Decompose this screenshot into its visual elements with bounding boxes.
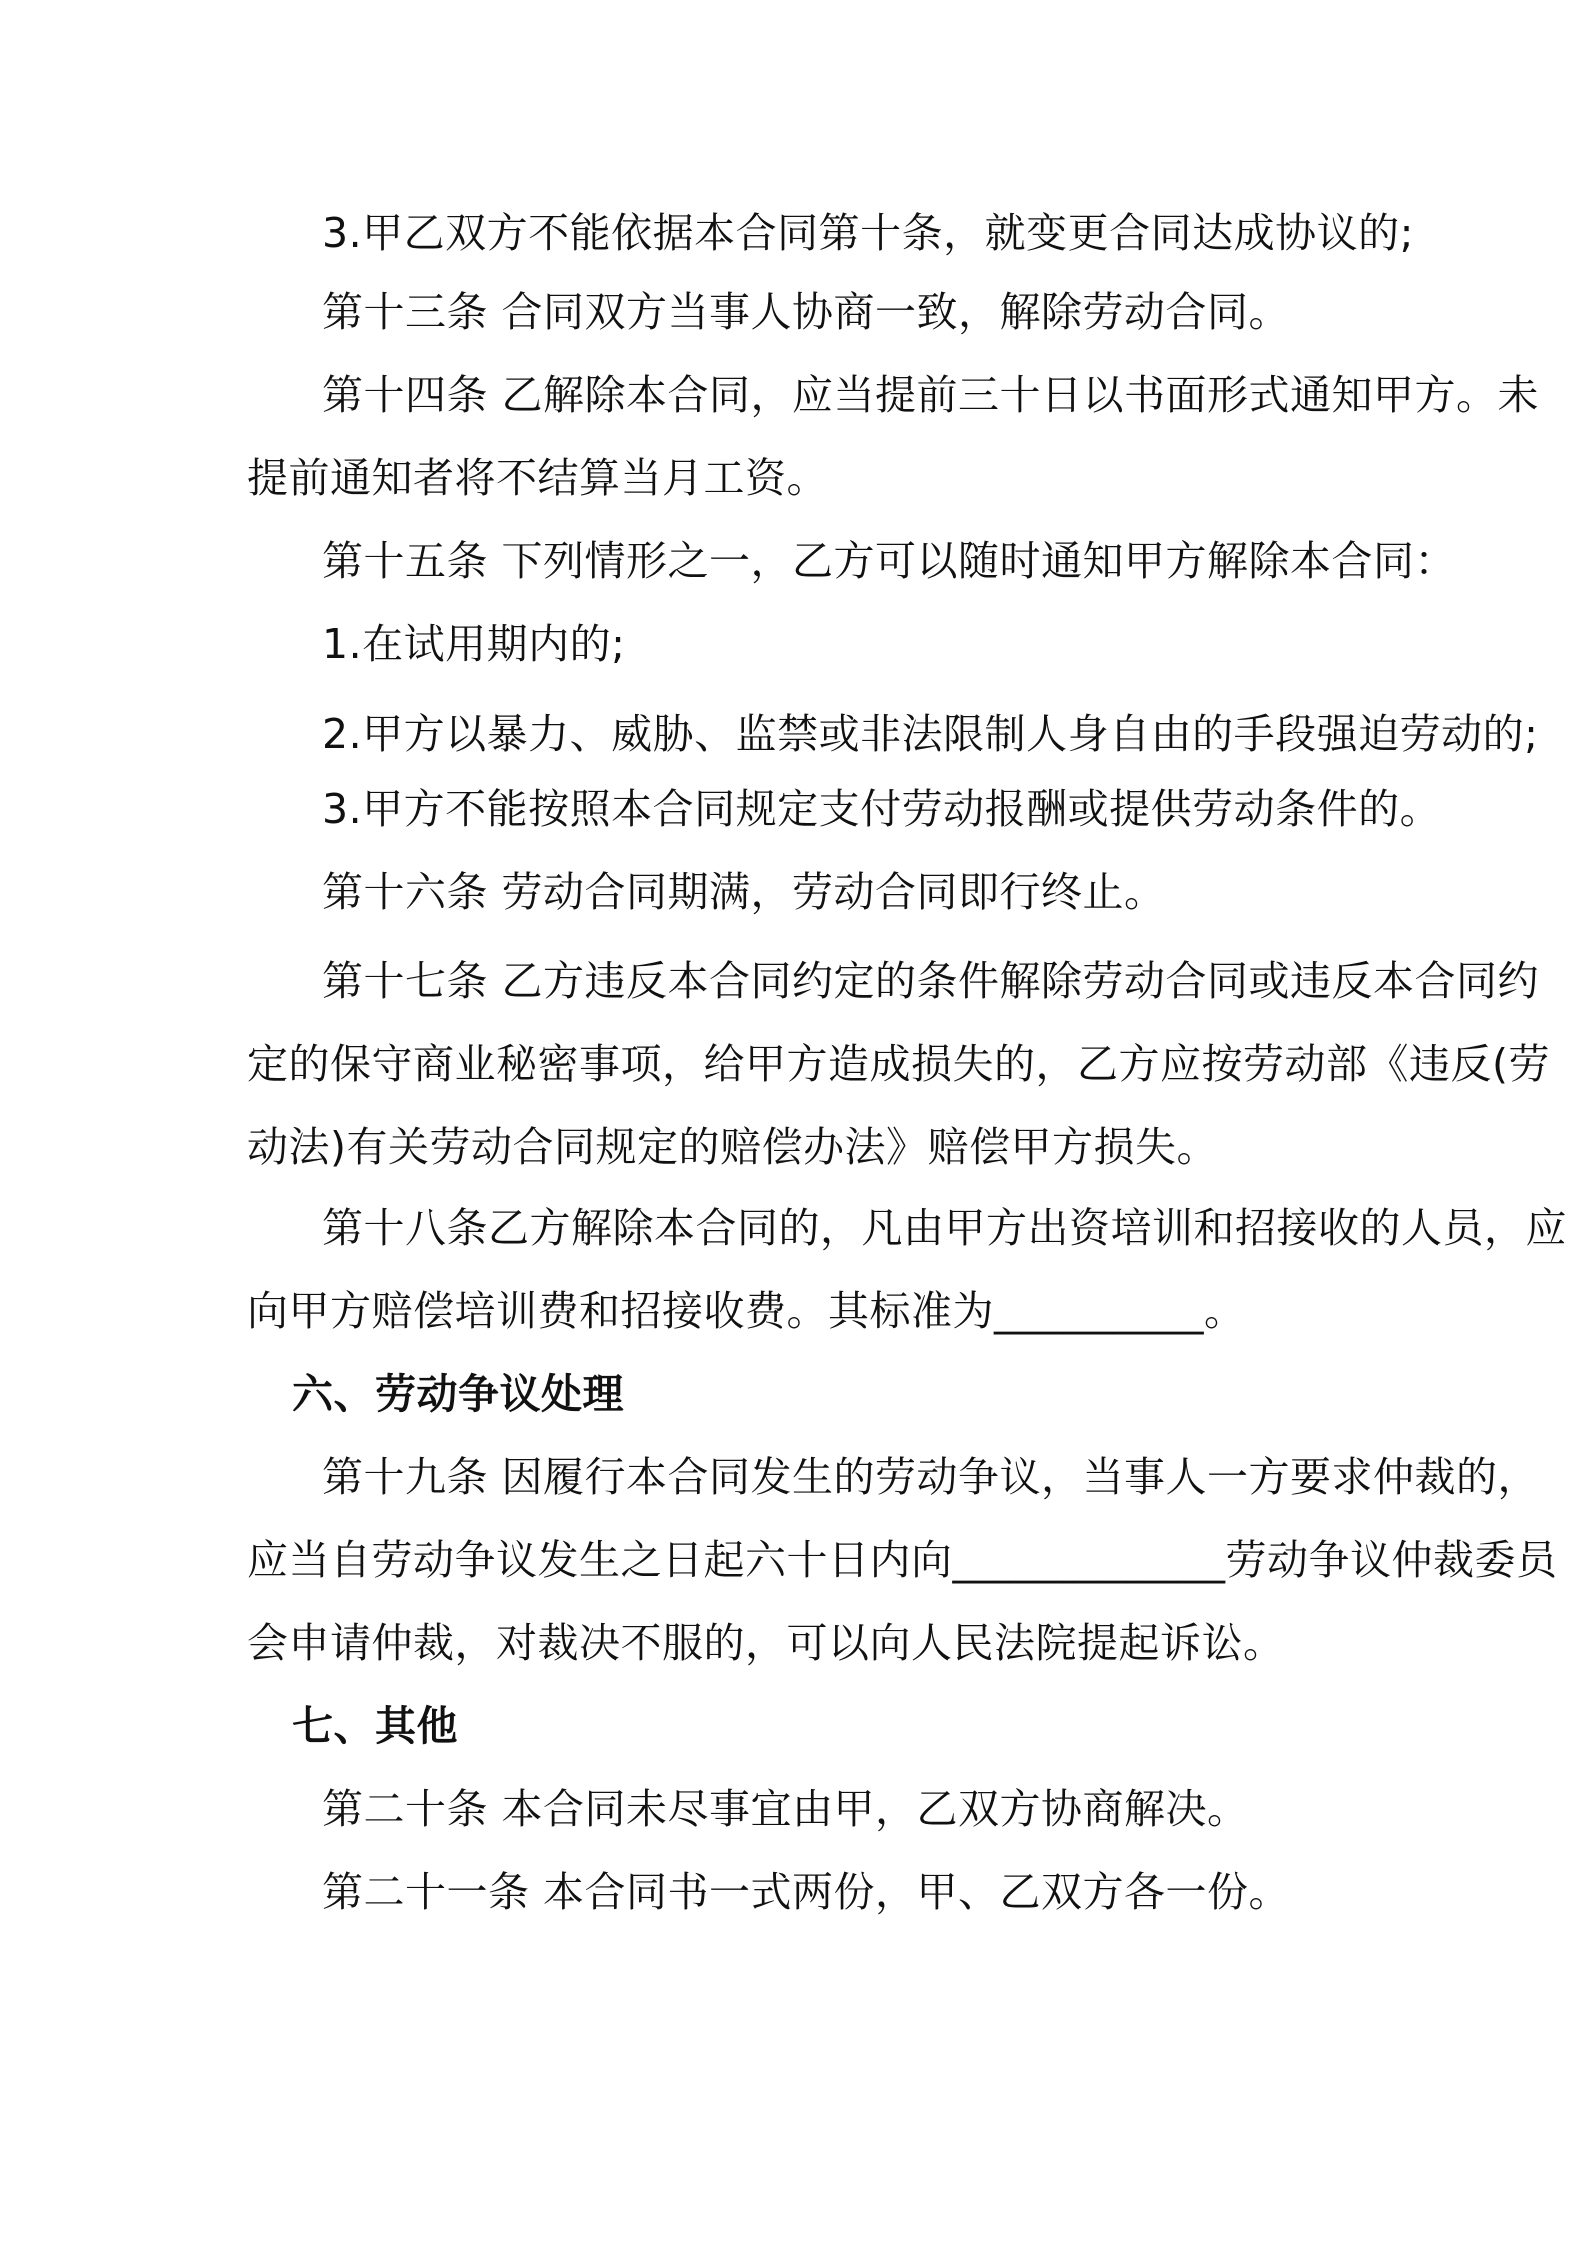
paragraph-line: 向甲方赔偿培训费和招接收费。其标准为__________。 xyxy=(247,1287,1246,1335)
article-13: 第十三条 合同双方当事人协商一致，解除劳动合同。 xyxy=(322,288,1291,336)
section-heading-other: 七、其他 xyxy=(292,1702,458,1750)
article-17: 第十七条 乙方违反本合同约定的条件解除劳动合同或违反本合同约 xyxy=(322,957,1540,1005)
article-19: 第十九条 因履行本合同发生的劳动争议，当事人一方要求仲裁的， xyxy=(322,1453,1540,1501)
list-item: 1.在试用期内的; xyxy=(322,620,626,668)
list-item: 2.甲方以暴力、威胁、监禁或非法限制人身自由的手段强迫劳动的; xyxy=(322,710,1539,758)
paragraph-line: 3.甲乙双方不能依据本合同第十条，就变更合同达成协议的; xyxy=(322,209,1414,257)
paragraph-line: 定的保守商业秘密事项，给甲方造成损失的，乙方应按劳动部《违反(劳 xyxy=(247,1040,1550,1088)
paragraph-line: 会申请仲裁，对裁决不服的，可以向人民法院提起诉讼。 xyxy=(247,1619,1285,1667)
list-item: 3.甲方不能按照本合同规定支付劳动报酬或提供劳动条件的。 xyxy=(322,785,1442,833)
paragraph-line: 动法)有关劳动合同规定的赔偿办法》赔偿甲方损失。 xyxy=(247,1123,1218,1171)
section-heading-labor-disputes: 六、劳动争议处理 xyxy=(292,1370,624,1418)
article-20: 第二十条 本合同未尽事宜由甲，乙双方协商解决。 xyxy=(322,1785,1249,1833)
article-18: 第十八条乙方解除本合同的，凡由甲方出资培训和招接收的人员，应 xyxy=(322,1204,1567,1252)
article-16: 第十六条 劳动合同期满，劳动合同即行终止。 xyxy=(322,868,1166,916)
article-21: 第二十一条 本合同书一式两份，甲、乙双方各一份。 xyxy=(322,1868,1291,1916)
article-15: 第十五条 下列情形之一，乙方可以随时通知甲方解除本合同： xyxy=(322,537,1457,585)
article-14: 第十四条 乙解除本合同，应当提前三十日以书面形式通知甲方。未 xyxy=(322,371,1540,419)
paragraph-line: 提前通知者将不结算当月工资。 xyxy=(247,454,828,502)
paragraph-line: 应当自劳动争议发生之日起六十日内向_____________劳动争议仲裁委员 xyxy=(247,1536,1558,1584)
